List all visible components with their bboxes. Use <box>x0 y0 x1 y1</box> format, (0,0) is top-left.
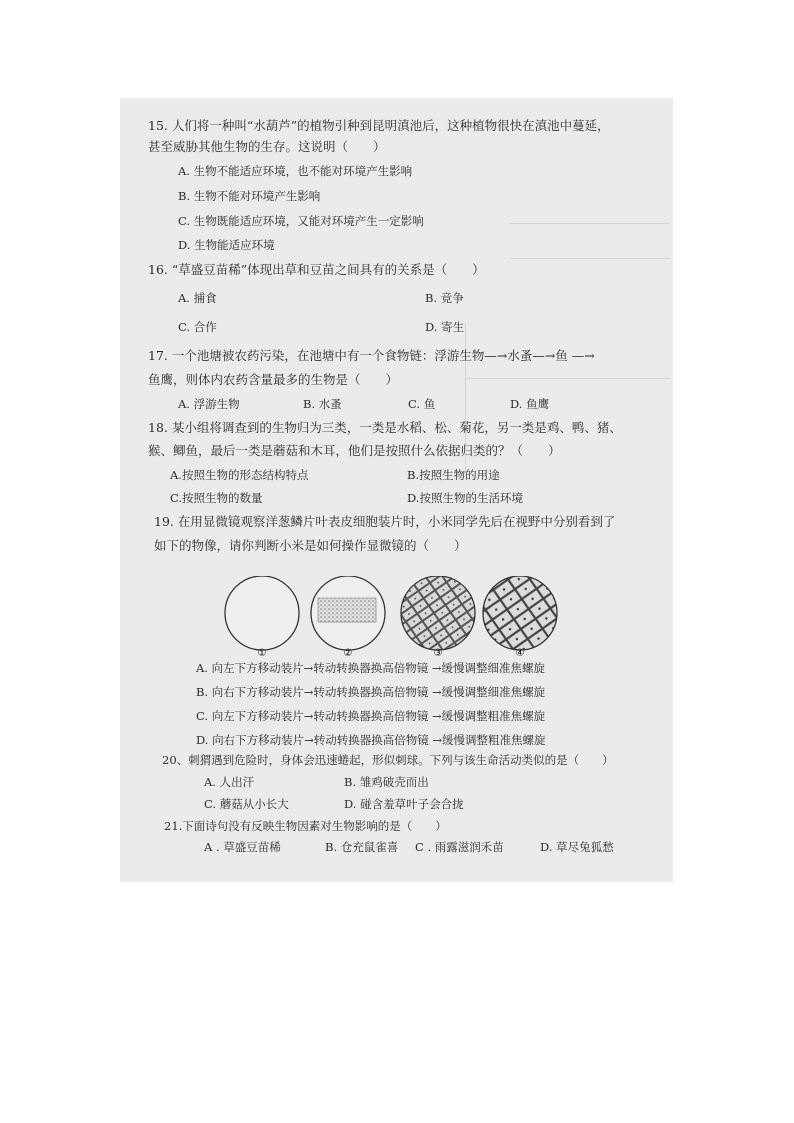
bleed-through-line <box>510 258 670 259</box>
q18-option-a: A.按照生物的形态结构特点 <box>170 468 309 482</box>
q17-option-b: B. 水蚤 <box>303 397 342 411</box>
q15-option-b: B. 生物不能对环境产生影响 <box>178 189 321 203</box>
view-4 <box>482 576 558 652</box>
q16-option-a: A. 捕食 <box>178 291 217 305</box>
q16-stem: 16. “草盛豆苗稀”体现出草和豆苗之间具有的关系是（ ） <box>148 262 485 277</box>
q16-option-d: D. 寄生 <box>425 320 465 334</box>
q20-option-a: A. 人出汗 <box>204 775 255 789</box>
view-1-label: ① <box>257 648 267 658</box>
q20-option-d: D. 碰含羞草叶子会合拢 <box>344 797 464 811</box>
q18-stem-line2: 猴、鲫鱼，最后一类是蘑菇和木耳，他们是按照什么依据归类的？（ ） <box>148 443 561 458</box>
q15-option-a: A. 生物不能适应环境，也不能对环境产生影响 <box>178 164 413 178</box>
q20-option-b: B. 雏鸡破壳而出 <box>344 775 429 789</box>
bleed-through-line <box>465 378 670 379</box>
q21-option-a: A . 草盛豆苗稀 <box>204 840 281 854</box>
q20-stem: 20、刺猬遇到危险时，身体会迅速蜷起，形似刺球。下列与该生命活动类似的是（ ） <box>162 753 614 767</box>
bleed-through-line <box>510 223 670 224</box>
q17-stem-line2: 鱼鹰，则体内农药含量最多的生物是（ ） <box>148 372 399 387</box>
q16-option-c: C. 合作 <box>178 320 217 334</box>
q21-stem: 21.下面诗句没有反映生物因素对生物影响的是（ ） <box>164 819 447 833</box>
q17-option-d: D. 鱼鹰 <box>510 397 550 411</box>
view-2 <box>311 576 385 650</box>
q18-stem-line1: 18. 某小组将调查到的生物归为三类，一类是水稻、松、菊花，另一类是鸡、鸭、猪、 <box>148 420 622 435</box>
q19-option-c: C. 向左下方移动装片→转动转换器换高倍物镜 →缓慢调整粗准焦螺旋 <box>196 709 546 723</box>
microscope-views-figure <box>220 576 580 658</box>
q17-stem-line1: 17. 一个池塘被农药污染，在池塘中有一个食物链：浮游生物—→水蚤—→鱼 —→ <box>148 348 595 363</box>
q19-option-a: A. 向左下方移动装片→转动转换器换高倍物镜 →缓慢调整细准焦螺旋 <box>196 661 546 675</box>
q15-option-d: D. 生物能适应环境 <box>178 238 275 252</box>
view-3-label: ③ <box>433 648 443 658</box>
q18-option-d: D.按照生物的生活环境 <box>407 491 523 505</box>
q21-option-c: C . 雨露滋润禾苗 <box>415 840 504 854</box>
view-3 <box>400 576 476 652</box>
view-1 <box>225 576 299 650</box>
q18-option-c: C.按照生物的数量 <box>170 491 263 505</box>
view-4-label: ④ <box>515 648 525 658</box>
microscope-views-svg <box>220 576 580 658</box>
q15-option-c: C. 生物既能适应环境，又能对环境产生一定影响 <box>178 214 424 228</box>
q21-option-b: B. 仓充鼠雀喜 <box>325 840 399 854</box>
q19-option-d: D. 向右下方移动装片→转动转换器换高倍物镜 →缓慢调整粗准焦螺旋 <box>196 733 546 747</box>
q15-stem-line2: 甚至威胁其他生物的生存。这说明（ ） <box>148 139 386 154</box>
q20-option-c: C. 蘑菇从小长大 <box>204 797 289 811</box>
q19-stem-line2: 如下的物像，请你判断小米是如何操作显微镜的（ ） <box>154 538 467 553</box>
q17-option-a: A. 浮游生物 <box>178 397 240 411</box>
scanned-exam-page <box>120 98 673 882</box>
q18-option-b: B.按照生物的用途 <box>407 468 500 482</box>
q16-option-b: B. 竞争 <box>425 291 464 305</box>
q19-stem-line1: 19. 在用显微镜观察洋葱鳞片叶表皮细胞装片时，小米同学先后在视野中分别看到了 <box>154 514 616 529</box>
q15-stem-line1: 15. 人们将一种叫“水葫芦”的植物引种到昆明滇池后，这种植物很快在滇池中蔓延， <box>148 118 610 133</box>
q21-option-d: D. 草尽兔狐愁 <box>540 840 614 854</box>
q19-option-b: B. 向右下方移动装片→转动转换器换高倍物镜 →缓慢调整细准焦螺旋 <box>196 685 546 699</box>
q17-option-c: C. 鱼 <box>408 397 436 411</box>
view-2-label: ② <box>343 648 353 658</box>
